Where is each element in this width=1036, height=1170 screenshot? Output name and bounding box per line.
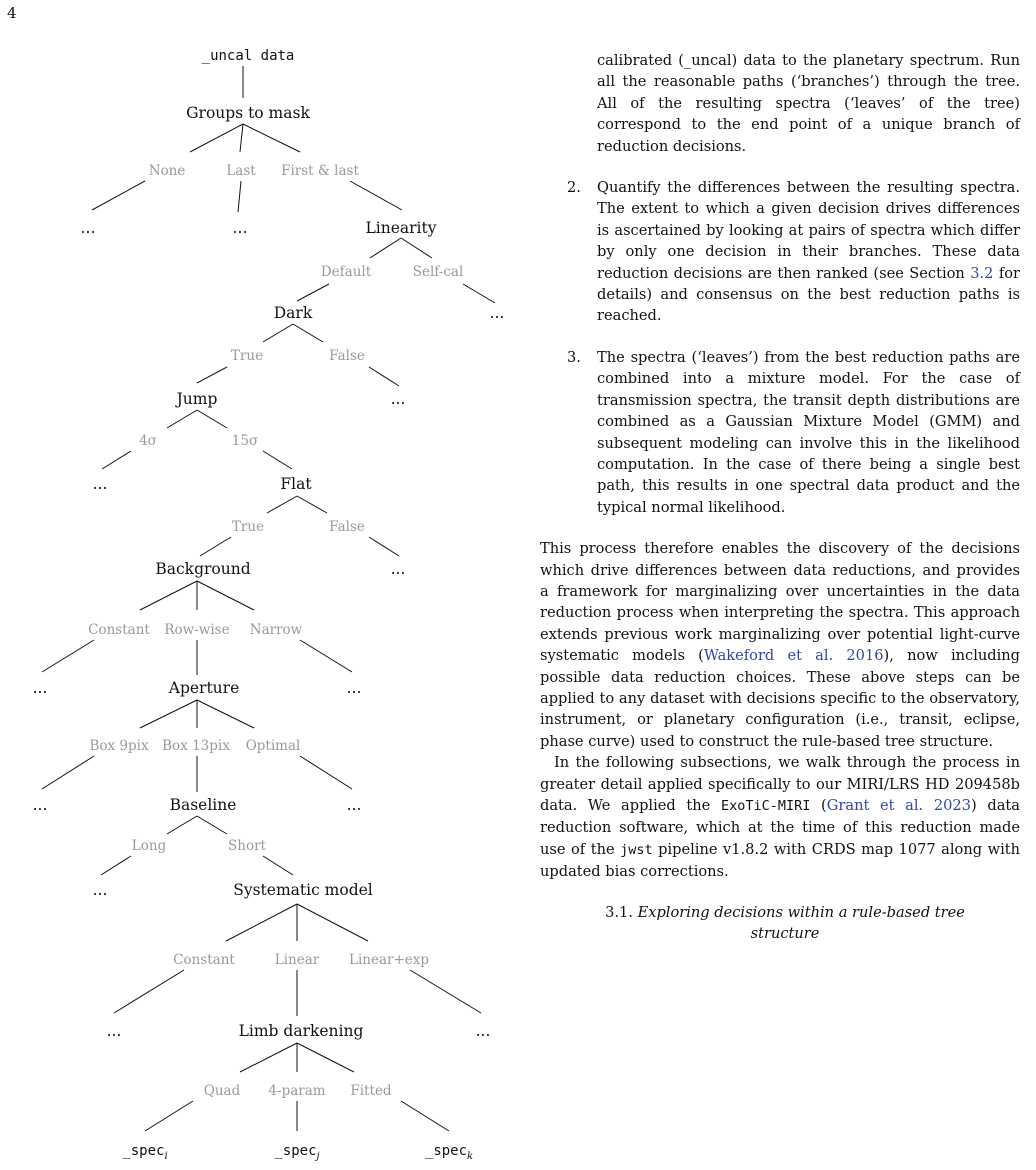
choice-groups-first-last: First & last [281, 163, 359, 179]
choice-linearity-selfcal: Self-cal [412, 264, 464, 280]
ellipsis-groups-last: ... [232, 219, 248, 237]
choice-limb-fitted: Fitted [350, 1083, 392, 1099]
ellipsis-linearity-selfcal: ... [489, 304, 505, 322]
leaf-spec-k [425, 1143, 473, 1162]
paragraph-subsections [540, 752, 1020, 882]
list-number-3: 3. [567, 348, 581, 366]
node-jump: Jump [176, 390, 218, 408]
node-groups-to-mask: Groups to mask [186, 104, 310, 122]
choice-dark-false: False [329, 348, 365, 364]
node-background: Background [155, 560, 251, 578]
para2-text-b: ( [810, 797, 827, 814]
node-baseline: Baseline [169, 796, 237, 814]
ellipsis-background-constant: ... [32, 679, 48, 697]
node-systematic-model: Systematic model [233, 881, 373, 899]
subsection-title: Exploring decisions within a rule-based tree structure [637, 903, 965, 942]
ellipsis-baseline-long: ... [92, 881, 108, 899]
leaf-spec-i-name: _spec [122, 1143, 165, 1159]
item1-text: calibrated (_uncal) data to the planetary spectrum. Run all the reasonable paths (‘branches’) through the tree. All of the resulting spectra (‘leaves’ of the tree) correspond to the end point of a unique branch of reduction decisions. [597, 52, 1020, 155]
item3-text: The spectra (‘leaves’) from the best reduction paths are combined into a mixture model. For the case of transmission spectra, the transit depth distributions are combined as a Gaussian Mixture Model (GMM) and subsequent modeling can involve this in the likelihood computation. In the case of there being a single best path, this results in one spectral data product and the typical normal likelihood. [597, 348, 1020, 516]
paragraph-process [540, 538, 1020, 752]
choice-aperture-optimal: Optimal [245, 738, 301, 754]
leaf-spec-j-sub: j [316, 1151, 320, 1162]
ellipsis-jump-4sigma: ... [92, 475, 108, 493]
subsection-heading-3-1 [540, 902, 1020, 944]
ellipsis-dark-false: ... [390, 390, 406, 408]
node-dark: Dark [273, 304, 313, 322]
leaf-spec-j [274, 1143, 319, 1162]
para2-text-d: pipeline v1.8.2 with CRDS map 1077 along with updated bias corrections. [540, 840, 1020, 881]
para1-text-a: This process therefore enables the discovery of the decisions which drive differences between data reductions, and provides a framework for marginalizing over uncertainties in the data reduction process when interpreting the spectra. This approach extends previous work marginalizing over potential light-curve systematic models ( [540, 540, 1020, 665]
citation-wakeford-2016[interactable]: Wakeford et al. 2016 [703, 647, 884, 665]
leaf-spec-j-name: _spec [274, 1143, 317, 1159]
ellipsis-groups-none: ... [80, 219, 96, 237]
section-3-2-link[interactable]: 3.2 [970, 264, 994, 282]
para1-text-b: ), now including possible data reduction choices. These above steps can be applied to any dataset with decisions specific to the observatory, instrument, or planetary configuration (i.e., transit, eclipse, phase curve) used to construct the rule-based tree structure. [540, 647, 1021, 750]
item2-text-a: Quantify the differences between the resulting spectra. The extent to which a given decision drives differences is ascertained by looking at pairs of spectra which differ by only one decision in their branches. These data reduction decisions are then ranked (see Section [597, 179, 1020, 282]
choice-flat-true: True [231, 519, 265, 535]
jwst-pipeline-name: jwst [620, 841, 653, 858]
para2-text-c: ) data reduction software, which at the time of this reduction made use of the [540, 797, 1020, 858]
choice-baseline-long: Long [131, 838, 167, 854]
ellipsis-systematic-linearexp: ... [475, 1022, 491, 1040]
item2-text-b: for details) and consensus on the best reduction paths is reached. [597, 264, 1021, 325]
node-flat: Flat [280, 475, 312, 493]
list-number-2: 2. [567, 179, 581, 197]
choice-background-rowwise: Row-wise [164, 622, 230, 638]
ellipsis-systematic-constant: ... [106, 1022, 122, 1040]
choice-background-narrow: Narrow [249, 622, 303, 638]
choice-linearity-default: Default [320, 264, 372, 280]
choice-flat-false: False [329, 519, 365, 535]
choice-systematic-linearexp: Linear+exp [348, 952, 430, 968]
choice-jump-15sigma: 15σ [231, 433, 259, 449]
choice-aperture-box9: Box 9pix [89, 738, 149, 754]
tree-root-label: _uncal data [201, 48, 295, 64]
node-linearity: Linearity [365, 219, 437, 237]
subsection-number: 3.1. [605, 903, 633, 921]
choice-limb-quad: Quad [203, 1083, 241, 1099]
exotic-miri-name: ExoTiC-MIRI [720, 798, 811, 814]
list-item-1-continued [540, 50, 1020, 157]
choice-groups-last: Last [226, 163, 256, 179]
list-item-3 [540, 347, 1020, 518]
leaf-spec-k-name: _spec [424, 1143, 468, 1159]
leaf-spec-i-sub: i [164, 1151, 168, 1162]
choice-systematic-constant: Constant [173, 952, 235, 968]
choice-dark-true: True [230, 348, 264, 364]
ellipsis-aperture-box9: ... [32, 796, 48, 814]
page-number: 4 [7, 4, 17, 22]
ellipsis-flat-false: ... [390, 560, 406, 578]
choice-groups-none: None [148, 163, 186, 179]
ellipsis-aperture-optimal: ... [346, 796, 362, 814]
choice-background-constant: Constant [88, 622, 150, 638]
list-item-2 [540, 177, 1020, 327]
node-aperture: Aperture [168, 679, 240, 697]
right-text-column [540, 50, 1020, 944]
choice-limb-4param: 4-param [268, 1083, 326, 1099]
leaf-spec-k-sub: k [467, 1151, 474, 1162]
choice-systematic-linear: Linear [274, 952, 320, 968]
para2-text-a: In the following subsections, we walk through the process in greater detail applied specifically to our MIRI/LRS HD 209458b data. We applied the [540, 754, 1020, 814]
citation-grant-2023[interactable]: Grant et al. 2023 [826, 797, 972, 814]
ellipsis-background-narrow: ... [346, 679, 362, 697]
choice-jump-4sigma: 4σ [139, 433, 157, 449]
choice-aperture-box13: Box 13pix [162, 738, 230, 754]
choice-baseline-short: Short [228, 838, 266, 854]
node-limb-darkening: Limb darkening [238, 1022, 364, 1040]
leaf-spec-i [122, 1143, 167, 1162]
